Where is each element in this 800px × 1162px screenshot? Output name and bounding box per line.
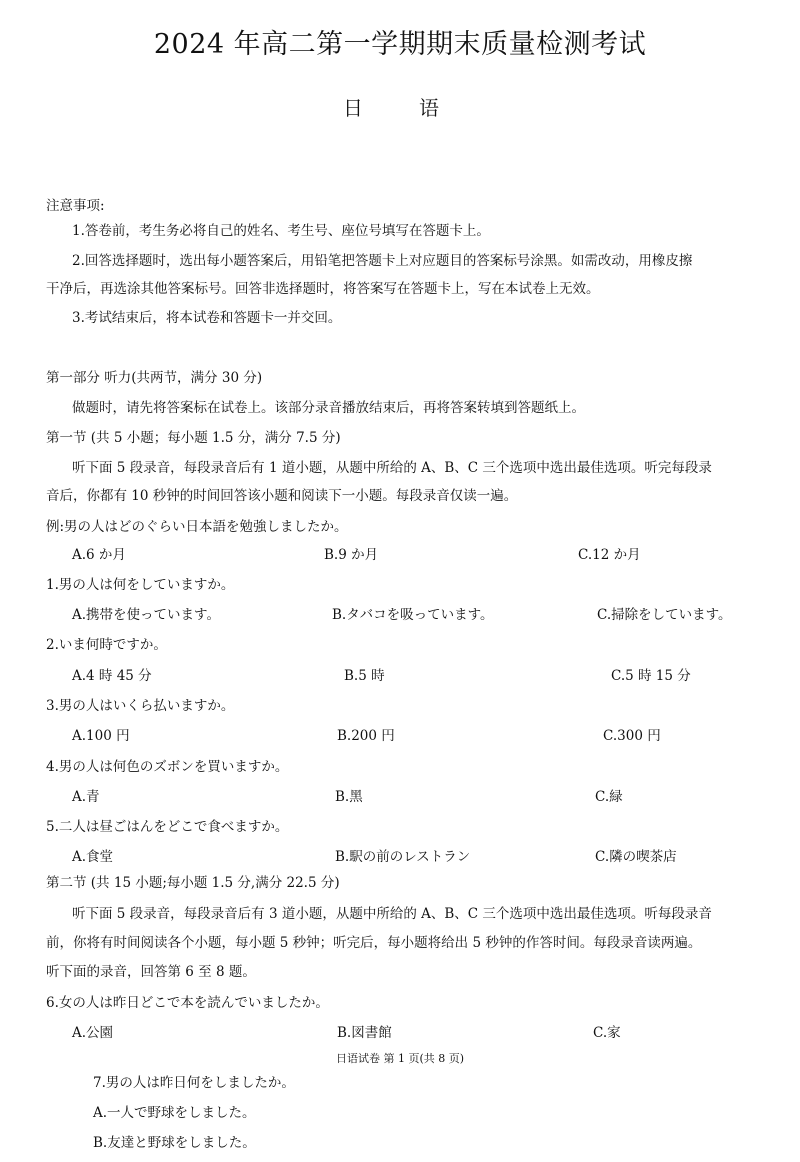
question-4-option-b: B.黑 [335,789,363,805]
question-1: 1.男の人は何をしていますか。 [46,577,235,593]
question-3-option-b: B.200 円 [337,728,395,744]
question-6-option-a: A.公園 [72,1025,114,1041]
question-6-option-c: C.家 [593,1025,621,1041]
question-2-option-a: A.4 時 45 分 [72,668,152,684]
section2-heading: 第二节 (共 15 小题;每小题 1.5 分,满分 22.5 分) [46,875,340,891]
question-6-option-b: B.図書館 [337,1025,392,1041]
example-option-b: B.9 か月 [324,547,379,563]
notes-item-2-line-2: 干净后，再选涂其他答案标号。回答非选择题时，将答案写在答题卡上，写在本试卷上无效。 [46,281,600,297]
question-7-option-a: A.一人で野球をしました。 [93,1105,256,1121]
question-7: 7.男の人は昨日何をしましたか。 [93,1075,295,1091]
question-5-option-b: B.駅の前のレストラン [335,849,471,865]
subject-title: 日 语 [343,96,457,120]
question-3-option-a: A.100 円 [72,728,130,744]
exam-title: 2024 年高二第一学期期末质量检测考试 [153,29,647,60]
question-2: 2.いま何時ですか。 [46,637,167,653]
question-4: 4.男の人は何色のズボンを買いますか。 [46,759,289,775]
question-5-option-c: C.隣の喫茶店 [595,849,677,865]
example-option-c: C.12 か月 [578,547,641,563]
question-4-option-c: C.緑 [595,789,623,805]
section1-heading: 第一节 (共 5 小题；每小题 1.5 分，满分 7.5 分) [46,430,341,446]
page-footer: 日语试卷 第 1 页(共 8 页) [335,1052,465,1065]
question-2-option-c: C.5 時 15 分 [611,668,691,684]
question-1-option-b: B.タバコを吸っています。 [332,607,494,623]
question-2-option-b: B.5 時 [344,668,385,684]
question-5: 5.二人は昼ごはんをどこで食べますか。 [46,819,289,835]
question-1-option-c: C.掃除をしています。 [597,607,732,623]
question-3-option-c: C.300 円 [603,728,661,744]
question-5-option-a: A.食堂 [72,849,114,865]
notes-heading: 注意事项: [46,198,105,214]
question-7-option-b: B.友達と野球をしました。 [93,1135,256,1151]
notes-item-3: 3.考试结束后，将本试卷和答题卡一并交回。 [72,310,342,326]
part1-heading: 第一部分 听力(共两节，满分 30 分) [46,370,263,386]
question-6: 6.女の人は昨日どこで本を読んでいましたか。 [46,995,329,1011]
section2-instruction-line-2: 前，你将有时间阅读各个小题，每小题 5 秒钟；听完后，每小题将给出 5 秒钟的作答时间。每段录音读两遍。 [46,935,702,951]
notes-item-1: 1.答卷前，考生务必将自己的姓名、考生号、座位号填写在答题卡上。 [72,223,490,239]
example-question: 例:男の人はどのぐらい日本語を勉強しましたか。 [46,519,348,535]
example-option-a: A.6 か月 [72,547,126,563]
question-3: 3.男の人はいくら払いますか。 [46,698,235,714]
section1-instruction-line-2: 音后，你都有 10 秒钟的时间回答该小题和阅读下一小题。每段录音仅读一遍。 [46,488,518,504]
notes-item-2-line-1: 2.回答选择题时，选出每小题答案后，用铅笔把答题卡上对应题目的答案标号涂黑。如需改动，用橡皮擦 [72,253,693,269]
question-1-option-a: A.携帯を使っています。 [72,607,220,623]
part1-instruction: 做题时，请先将答案标在试卷上。该部分录音播放结束后，再将答案转填到答题纸上。 [72,400,585,416]
question-4-option-a: A.青 [72,789,100,805]
section2-listen-prompt: 听下面的录音，回答第 6 至 8 题。 [46,964,256,980]
section1-instruction-line-1: 听下面 5 段录音，每段录音后有 1 道小题，从题中所给的 A、B、C 三个选项中选出最佳选项。听完每段录 [72,460,712,476]
section2-instruction-line-1: 听下面 5 段录音，每段录音后有 3 道小题，从题中所给的 A、B、C 三个选项中选出最佳选项。听每段录音 [72,906,712,922]
